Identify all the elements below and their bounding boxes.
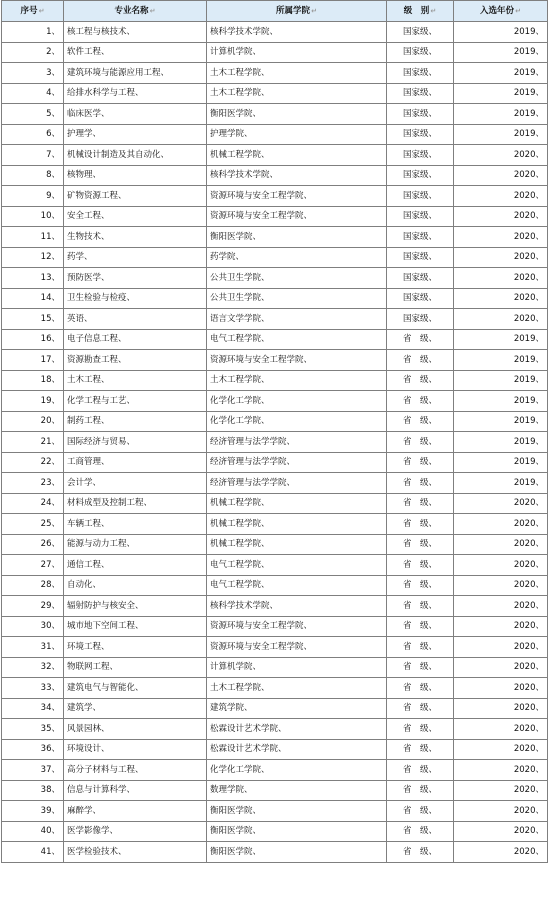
level: 国家级、 — [387, 165, 454, 186]
college-name: 建筑学院、 — [207, 698, 387, 719]
year: 2020、 — [454, 596, 548, 617]
college-name: 土木工程学院、 — [207, 83, 387, 104]
year: 2020、 — [454, 247, 548, 268]
table-row — [2, 575, 548, 596]
table-row — [2, 596, 548, 617]
table-row — [2, 719, 548, 740]
row-index: 32、 — [2, 657, 64, 678]
year: 2020、 — [454, 842, 548, 863]
year: 2019、 — [454, 473, 548, 494]
year: 2019、 — [454, 42, 548, 63]
year: 2020、 — [454, 206, 548, 227]
major-name: 英语、 — [64, 309, 207, 330]
table-row — [2, 309, 548, 330]
college-name: 核科学技术学院、 — [207, 22, 387, 43]
level: 国家级、 — [387, 206, 454, 227]
row-index: 21、 — [2, 432, 64, 453]
college-name: 公共卫生学院、 — [207, 268, 387, 289]
row-index: 5、 — [2, 104, 64, 125]
year: 2020、 — [454, 186, 548, 207]
header-index: 序号↵ — [2, 1, 64, 22]
college-name: 电气工程学院、 — [207, 555, 387, 576]
major-name: 工商管理、 — [64, 452, 207, 473]
table-row — [2, 514, 548, 535]
college-name: 衡阳医学院、 — [207, 801, 387, 822]
level: 省 级、 — [387, 637, 454, 658]
row-index: 15、 — [2, 309, 64, 330]
row-index: 29、 — [2, 596, 64, 617]
level: 省 级、 — [387, 719, 454, 740]
row-index: 27、 — [2, 555, 64, 576]
row-index: 16、 — [2, 329, 64, 350]
major-name: 预防医学、 — [64, 268, 207, 289]
major-name: 信息与计算科学、 — [64, 780, 207, 801]
year: 2020、 — [454, 739, 548, 760]
year: 2020、 — [454, 309, 548, 330]
row-index: 1、 — [2, 22, 64, 43]
table-row — [2, 678, 548, 699]
row-index: 3、 — [2, 63, 64, 84]
major-name: 核物理、 — [64, 165, 207, 186]
major-name: 材料成型及控制工程、 — [64, 493, 207, 514]
college-name: 土木工程学院、 — [207, 678, 387, 699]
level: 省 级、 — [387, 555, 454, 576]
major-name: 麻醉学、 — [64, 801, 207, 822]
year: 2020、 — [454, 575, 548, 596]
level: 省 级、 — [387, 391, 454, 412]
table-row — [2, 801, 548, 822]
year: 2019、 — [454, 370, 548, 391]
table-row — [2, 616, 548, 637]
year: 2019、 — [454, 452, 548, 473]
college-name: 资源环境与安全工程学院、 — [207, 186, 387, 207]
year: 2020、 — [454, 801, 548, 822]
level: 国家级、 — [387, 247, 454, 268]
table-row — [2, 452, 548, 473]
year: 2020、 — [454, 493, 548, 514]
table-row — [2, 186, 548, 207]
level: 省 级、 — [387, 452, 454, 473]
table-row — [2, 432, 548, 453]
table-row — [2, 698, 548, 719]
college-name: 经济管理与法学学院、 — [207, 432, 387, 453]
major-name: 软件工程、 — [64, 42, 207, 63]
major-name: 核工程与核技术、 — [64, 22, 207, 43]
college-name: 数理学院、 — [207, 780, 387, 801]
college-name: 电气工程学院、 — [207, 575, 387, 596]
paragraph-mark-icon: ↵ — [149, 7, 156, 15]
college-name: 核科学技术学院、 — [207, 596, 387, 617]
year: 2020、 — [454, 514, 548, 535]
major-name: 国际经济与贸易、 — [64, 432, 207, 453]
table-row — [2, 22, 548, 43]
level: 省 级、 — [387, 760, 454, 781]
level: 国家级、 — [387, 104, 454, 125]
major-name: 医学检验技术、 — [64, 842, 207, 863]
level: 省 级、 — [387, 411, 454, 432]
level: 省 级、 — [387, 678, 454, 699]
major-name: 车辆工程、 — [64, 514, 207, 535]
table-row — [2, 288, 548, 309]
row-index: 7、 — [2, 145, 64, 166]
row-index: 22、 — [2, 452, 64, 473]
college-name: 机械工程学院、 — [207, 534, 387, 555]
year: 2020、 — [454, 657, 548, 678]
table-row — [2, 206, 548, 227]
level: 省 级、 — [387, 473, 454, 494]
year: 2020、 — [454, 268, 548, 289]
row-index: 24、 — [2, 493, 64, 514]
row-index: 8、 — [2, 165, 64, 186]
college-name: 计算机学院、 — [207, 42, 387, 63]
college-name: 化学化工学院、 — [207, 411, 387, 432]
level: 国家级、 — [387, 227, 454, 248]
level: 省 级、 — [387, 514, 454, 535]
level: 国家级、 — [387, 145, 454, 166]
year: 2019、 — [454, 63, 548, 84]
level: 省 级、 — [387, 616, 454, 637]
college-name: 松霖设计艺术学院、 — [207, 739, 387, 760]
major-name: 卫生检验与检疫、 — [64, 288, 207, 309]
major-name: 建筑学、 — [64, 698, 207, 719]
level: 省 级、 — [387, 801, 454, 822]
table-row — [2, 760, 548, 781]
year: 2019、 — [454, 432, 548, 453]
year: 2019、 — [454, 124, 548, 145]
level: 省 级、 — [387, 370, 454, 391]
major-name: 能源与动力工程、 — [64, 534, 207, 555]
year: 2019、 — [454, 411, 548, 432]
college-name: 衡阳医学院、 — [207, 842, 387, 863]
major-name: 医学影像学、 — [64, 821, 207, 842]
table-row — [2, 473, 548, 494]
level: 省 级、 — [387, 842, 454, 863]
level: 省 级、 — [387, 739, 454, 760]
header-college: 所属学院↵ — [207, 1, 387, 22]
row-index: 40、 — [2, 821, 64, 842]
major-name: 临床医学、 — [64, 104, 207, 125]
level: 省 级、 — [387, 575, 454, 596]
major-name: 资源勘查工程、 — [64, 350, 207, 371]
major-name: 土木工程、 — [64, 370, 207, 391]
level: 国家级、 — [387, 186, 454, 207]
row-index: 37、 — [2, 760, 64, 781]
level: 省 级、 — [387, 596, 454, 617]
row-index: 38、 — [2, 780, 64, 801]
major-name: 通信工程、 — [64, 555, 207, 576]
college-name: 化学化工学院、 — [207, 760, 387, 781]
row-index: 31、 — [2, 637, 64, 658]
paragraph-mark-icon: ↵ — [515, 7, 521, 15]
major-name: 环境设计、 — [64, 739, 207, 760]
college-name: 土木工程学院、 — [207, 370, 387, 391]
college-name: 衡阳医学院、 — [207, 104, 387, 125]
row-index: 25、 — [2, 514, 64, 535]
paragraph-mark-icon: ↵ — [311, 7, 317, 15]
year: 2019、 — [454, 83, 548, 104]
level: 国家级、 — [387, 309, 454, 330]
college-name: 机械工程学院、 — [207, 514, 387, 535]
level: 国家级、 — [387, 42, 454, 63]
paragraph-mark-icon: ↵ — [38, 7, 45, 15]
level: 省 级、 — [387, 821, 454, 842]
year: 2020、 — [454, 678, 548, 699]
major-name: 给排水科学与工程、 — [64, 83, 207, 104]
college-name: 机械工程学院、 — [207, 145, 387, 166]
level: 省 级、 — [387, 698, 454, 719]
table-row — [2, 83, 548, 104]
college-name: 资源环境与安全工程学院、 — [207, 637, 387, 658]
major-name: 生物技术、 — [64, 227, 207, 248]
table-row — [2, 534, 548, 555]
level: 国家级、 — [387, 268, 454, 289]
row-index: 34、 — [2, 698, 64, 719]
majors-table — [1, 0, 548, 863]
table-row — [2, 821, 548, 842]
year: 2019、 — [454, 391, 548, 412]
row-index: 19、 — [2, 391, 64, 412]
college-name: 衡阳医学院、 — [207, 821, 387, 842]
college-name: 语言文学学院、 — [207, 309, 387, 330]
header-level: 级 别↵ — [387, 1, 454, 22]
table-body — [2, 22, 548, 863]
major-name: 制药工程、 — [64, 411, 207, 432]
table-row — [2, 493, 548, 514]
major-name: 药学、 — [64, 247, 207, 268]
table-row — [2, 227, 548, 248]
level: 国家级、 — [387, 63, 454, 84]
row-index: 39、 — [2, 801, 64, 822]
year: 2019、 — [454, 104, 548, 125]
table-row — [2, 104, 548, 125]
year: 2020、 — [454, 719, 548, 740]
row-index: 17、 — [2, 350, 64, 371]
row-index: 20、 — [2, 411, 64, 432]
table-row — [2, 145, 548, 166]
major-name: 安全工程、 — [64, 206, 207, 227]
table-row — [2, 657, 548, 678]
row-index: 9、 — [2, 186, 64, 207]
level: 省 级、 — [387, 493, 454, 514]
college-name: 资源环境与安全工程学院、 — [207, 206, 387, 227]
row-index: 18、 — [2, 370, 64, 391]
row-index: 11、 — [2, 227, 64, 248]
table-row — [2, 124, 548, 145]
year: 2020、 — [454, 780, 548, 801]
major-name: 建筑电气与智能化、 — [64, 678, 207, 699]
major-name: 机械设计制造及其自动化、 — [64, 145, 207, 166]
year: 2020、 — [454, 534, 548, 555]
row-index: 12、 — [2, 247, 64, 268]
year: 2019、 — [454, 329, 548, 350]
college-name: 计算机学院、 — [207, 657, 387, 678]
level: 国家级、 — [387, 83, 454, 104]
table-row — [2, 268, 548, 289]
major-name: 风景园林、 — [64, 719, 207, 740]
level: 国家级、 — [387, 288, 454, 309]
major-name: 电子信息工程、 — [64, 329, 207, 350]
year: 2020、 — [454, 616, 548, 637]
row-index: 30、 — [2, 616, 64, 637]
major-name: 会计学、 — [64, 473, 207, 494]
year: 2020、 — [454, 760, 548, 781]
college-name: 公共卫生学院、 — [207, 288, 387, 309]
year: 2020、 — [454, 165, 548, 186]
row-index: 23、 — [2, 473, 64, 494]
row-index: 2、 — [2, 42, 64, 63]
level: 国家级、 — [387, 124, 454, 145]
year: 2019、 — [454, 22, 548, 43]
year: 2020、 — [454, 821, 548, 842]
level: 省 级、 — [387, 350, 454, 371]
year: 2020、 — [454, 288, 548, 309]
college-name: 药学院、 — [207, 247, 387, 268]
year: 2020、 — [454, 637, 548, 658]
table-row — [2, 391, 548, 412]
major-name: 矿物资源工程、 — [64, 186, 207, 207]
major-name: 建筑环境与能源应用工程、 — [64, 63, 207, 84]
row-index: 6、 — [2, 124, 64, 145]
college-name: 核科学技术学院、 — [207, 165, 387, 186]
year: 2019、 — [454, 350, 548, 371]
row-index: 4、 — [2, 83, 64, 104]
college-name: 松霖设计艺术学院、 — [207, 719, 387, 740]
college-name: 护理学院、 — [207, 124, 387, 145]
level: 国家级、 — [387, 22, 454, 43]
college-name: 化学化工学院、 — [207, 391, 387, 412]
major-name: 自动化、 — [64, 575, 207, 596]
college-name: 经济管理与法学学院、 — [207, 473, 387, 494]
table-row — [2, 555, 548, 576]
row-index: 36、 — [2, 739, 64, 760]
level: 省 级、 — [387, 329, 454, 350]
table-row — [2, 780, 548, 801]
major-name: 高分子材料与工程、 — [64, 760, 207, 781]
college-name: 土木工程学院、 — [207, 63, 387, 84]
row-index: 14、 — [2, 288, 64, 309]
year: 2020、 — [454, 227, 548, 248]
header-year: 入选年份↵ — [454, 1, 548, 22]
table-row — [2, 350, 548, 371]
header-major: 专业名称↵ — [64, 1, 207, 22]
major-name: 辐射防护与核安全、 — [64, 596, 207, 617]
year: 2020、 — [454, 145, 548, 166]
row-index: 26、 — [2, 534, 64, 555]
table-row — [2, 247, 548, 268]
major-name: 城市地下空间工程、 — [64, 616, 207, 637]
table-row — [2, 165, 548, 186]
paragraph-mark-icon: ↵ — [430, 7, 437, 15]
major-name: 物联网工程、 — [64, 657, 207, 678]
level: 省 级、 — [387, 780, 454, 801]
major-name: 环境工程、 — [64, 637, 207, 658]
table-row — [2, 42, 548, 63]
level: 省 级、 — [387, 432, 454, 453]
table-row — [2, 411, 548, 432]
year: 2020、 — [454, 555, 548, 576]
row-index: 41、 — [2, 842, 64, 863]
row-index: 28、 — [2, 575, 64, 596]
table-row — [2, 370, 548, 391]
level: 省 级、 — [387, 534, 454, 555]
year: 2020、 — [454, 698, 548, 719]
major-name: 化学工程与工艺、 — [64, 391, 207, 412]
row-index: 35、 — [2, 719, 64, 740]
table-row — [2, 63, 548, 84]
row-index: 33、 — [2, 678, 64, 699]
row-index: 13、 — [2, 268, 64, 289]
college-name: 资源环境与安全工程学院、 — [207, 616, 387, 637]
table-row — [2, 637, 548, 658]
college-name: 机械工程学院、 — [207, 493, 387, 514]
major-name: 护理学、 — [64, 124, 207, 145]
table-row — [2, 329, 548, 350]
row-index: 10、 — [2, 206, 64, 227]
header-row — [2, 1, 548, 22]
college-name: 衡阳医学院、 — [207, 227, 387, 248]
college-name: 经济管理与法学学院、 — [207, 452, 387, 473]
level: 省 级、 — [387, 657, 454, 678]
table-row — [2, 842, 548, 863]
college-name: 资源环境与安全工程学院、 — [207, 350, 387, 371]
table-row — [2, 739, 548, 760]
college-name: 电气工程学院、 — [207, 329, 387, 350]
